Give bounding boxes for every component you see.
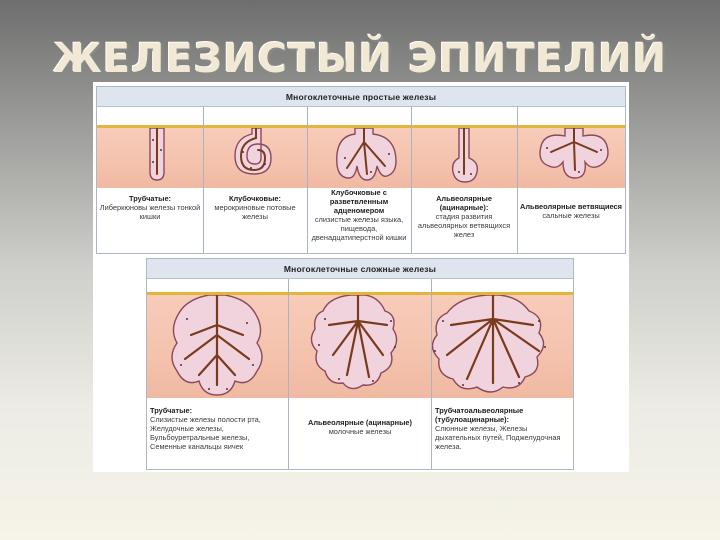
simple-gland-caption-coiled: Клубочковые: мерокриновые потовые железы [214, 194, 296, 221]
column-divider [203, 107, 204, 253]
simple-gland-caption-coiled-branched: Клубочковые с разветвленным адценомером слизистые железы языка, пищевода, двенадцатиперстной кишки [311, 188, 407, 242]
compound-glands-panel [93, 254, 629, 472]
simple-gland-caption-alveolar-branched: Альвеолярные ветвящиеся сальные железы [520, 202, 622, 220]
column-divider [411, 107, 412, 253]
simple-gland-caption-alveolar: Альвеолярные (ацинарные): стадия развития альвеолярных ветвящихся желез [417, 194, 511, 239]
compound-glands-tissue [147, 292, 573, 398]
simple-glands-tissue [97, 125, 625, 188]
simple-glands-header: Многоклеточные простые железы [97, 87, 625, 107]
compound-glands-illustration [147, 295, 573, 398]
compound-gland-caption-tubular: Трубчатые: Слизистые железы полости рта, Желудочные железы, Бульбоуретральные железы, Семенные канальцы яичек [150, 406, 261, 451]
column-divider [307, 107, 308, 253]
column-divider [517, 107, 518, 253]
simple-glands-illustration [97, 128, 625, 188]
compound-gland-caption-tubuloalveolar: Трубчатоальвеолярные (тубулоацинарные): Слюнные железы, Железы дыхательных путей, Поджелудочная железа. [435, 406, 561, 451]
compound-glands-header: Многоклеточные сложные железы [147, 259, 573, 279]
column-divider [431, 279, 432, 469]
compound-gland-caption-alveolar: Альвеолярные (ацинарные) молочные железы [307, 418, 413, 436]
gland-coiled [235, 128, 271, 174]
simple-glands-panel [93, 82, 629, 258]
column-divider [288, 279, 289, 469]
simple-gland-caption-tubular: Трубчатые: Либеркюновы железы тонкой кишки [99, 194, 201, 221]
slide-title: ЖЕЛЕЗИСТЫЙ ЭПИТЕЛИЙ [52, 36, 668, 82]
